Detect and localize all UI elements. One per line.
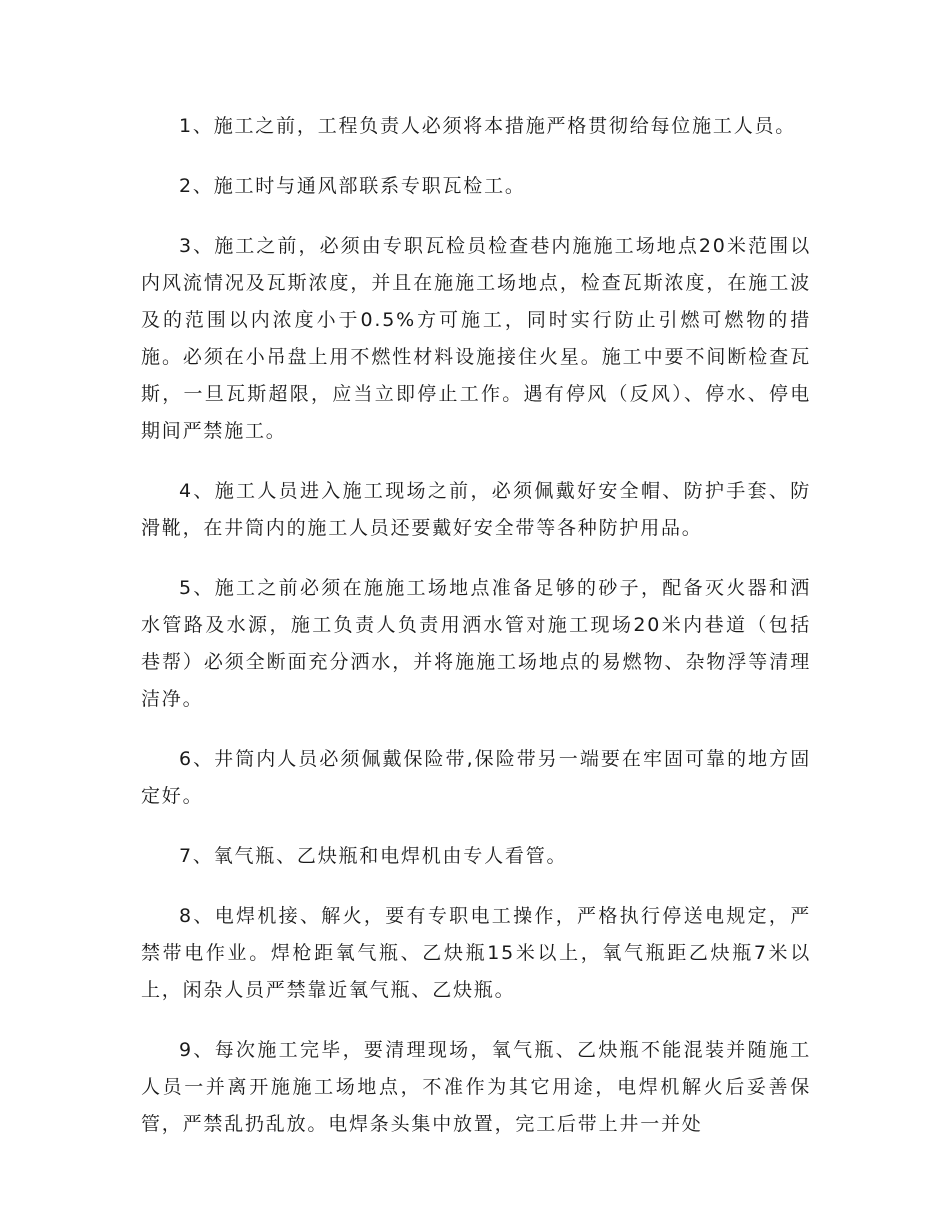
paragraph-2: 2、施工时与通风部联系专职瓦检工。 xyxy=(179,175,526,197)
paragraph-4: 4、施工人员进入施工现场之前，必须佩戴好安全帽、防护手套、防滑靴，在井筒内的施工人员还要戴好安全带等各种防护用品。 xyxy=(141,480,811,539)
paragraph-3: 3、施工之前，必须由专职瓦检员检查巷内施施工场地点20米范围以内风流情况及瓦斯浓度，并且在施施工场地点，检查瓦斯浓度，在施工波及的范围以内浓度小于0.5%方可施工，同时实行防止引燃可燃物的措施。必须在小吊盘上用不燃性材料设施接住火星。施工中要不间断检查瓦斯，一旦瓦斯超限，应当立即停止工作。遇有停风（反风）、停水、停电期间严禁施工。 xyxy=(141,235,811,442)
paragraph-8: 8、电焊机接、解火，要有专职电工操作，严格执行停送电规定，严禁带电作业。焊枪距氧气瓶、乙炔瓶15米以上，氧气瓶距乙炔瓶7米以上，闲杂人员严禁靠近氧气瓶、乙炔瓶。 xyxy=(141,905,811,1001)
document-body xyxy=(141,108,811,1166)
paragraph-7: 7、氧气瓶、乙炔瓶和电焊机由专人看管。 xyxy=(179,845,568,867)
paragraph-9: 9、每次施工完毕，要清理现场，氧气瓶、乙炔瓶不能混装并随施工人员一并离开施施工场地点，不准作为其它用途，电焊机解火后妥善保管，严禁乱扔乱放。电焊条头集中放置，完工后带上井一并处 xyxy=(141,1039,811,1135)
paragraph-6: 6、井筒内人员必须佩戴保险带,保险带另一端要在牢固可靠的地方固定好。 xyxy=(141,748,811,807)
paragraph-5: 5、施工之前必须在施施工场地点准备足够的砂子，配备灭火器和洒水管路及水源，施工负责人负责用洒水管对施工现场20米内巷道（包括巷帮）必须全断面充分洒水，并将施施工场地点的易燃物、杂物浮等清理洁净。 xyxy=(141,577,811,710)
paragraph-1: 1、施工之前，工程负责人必须将本措施严格贯彻给每位施工人员。 xyxy=(179,115,797,137)
